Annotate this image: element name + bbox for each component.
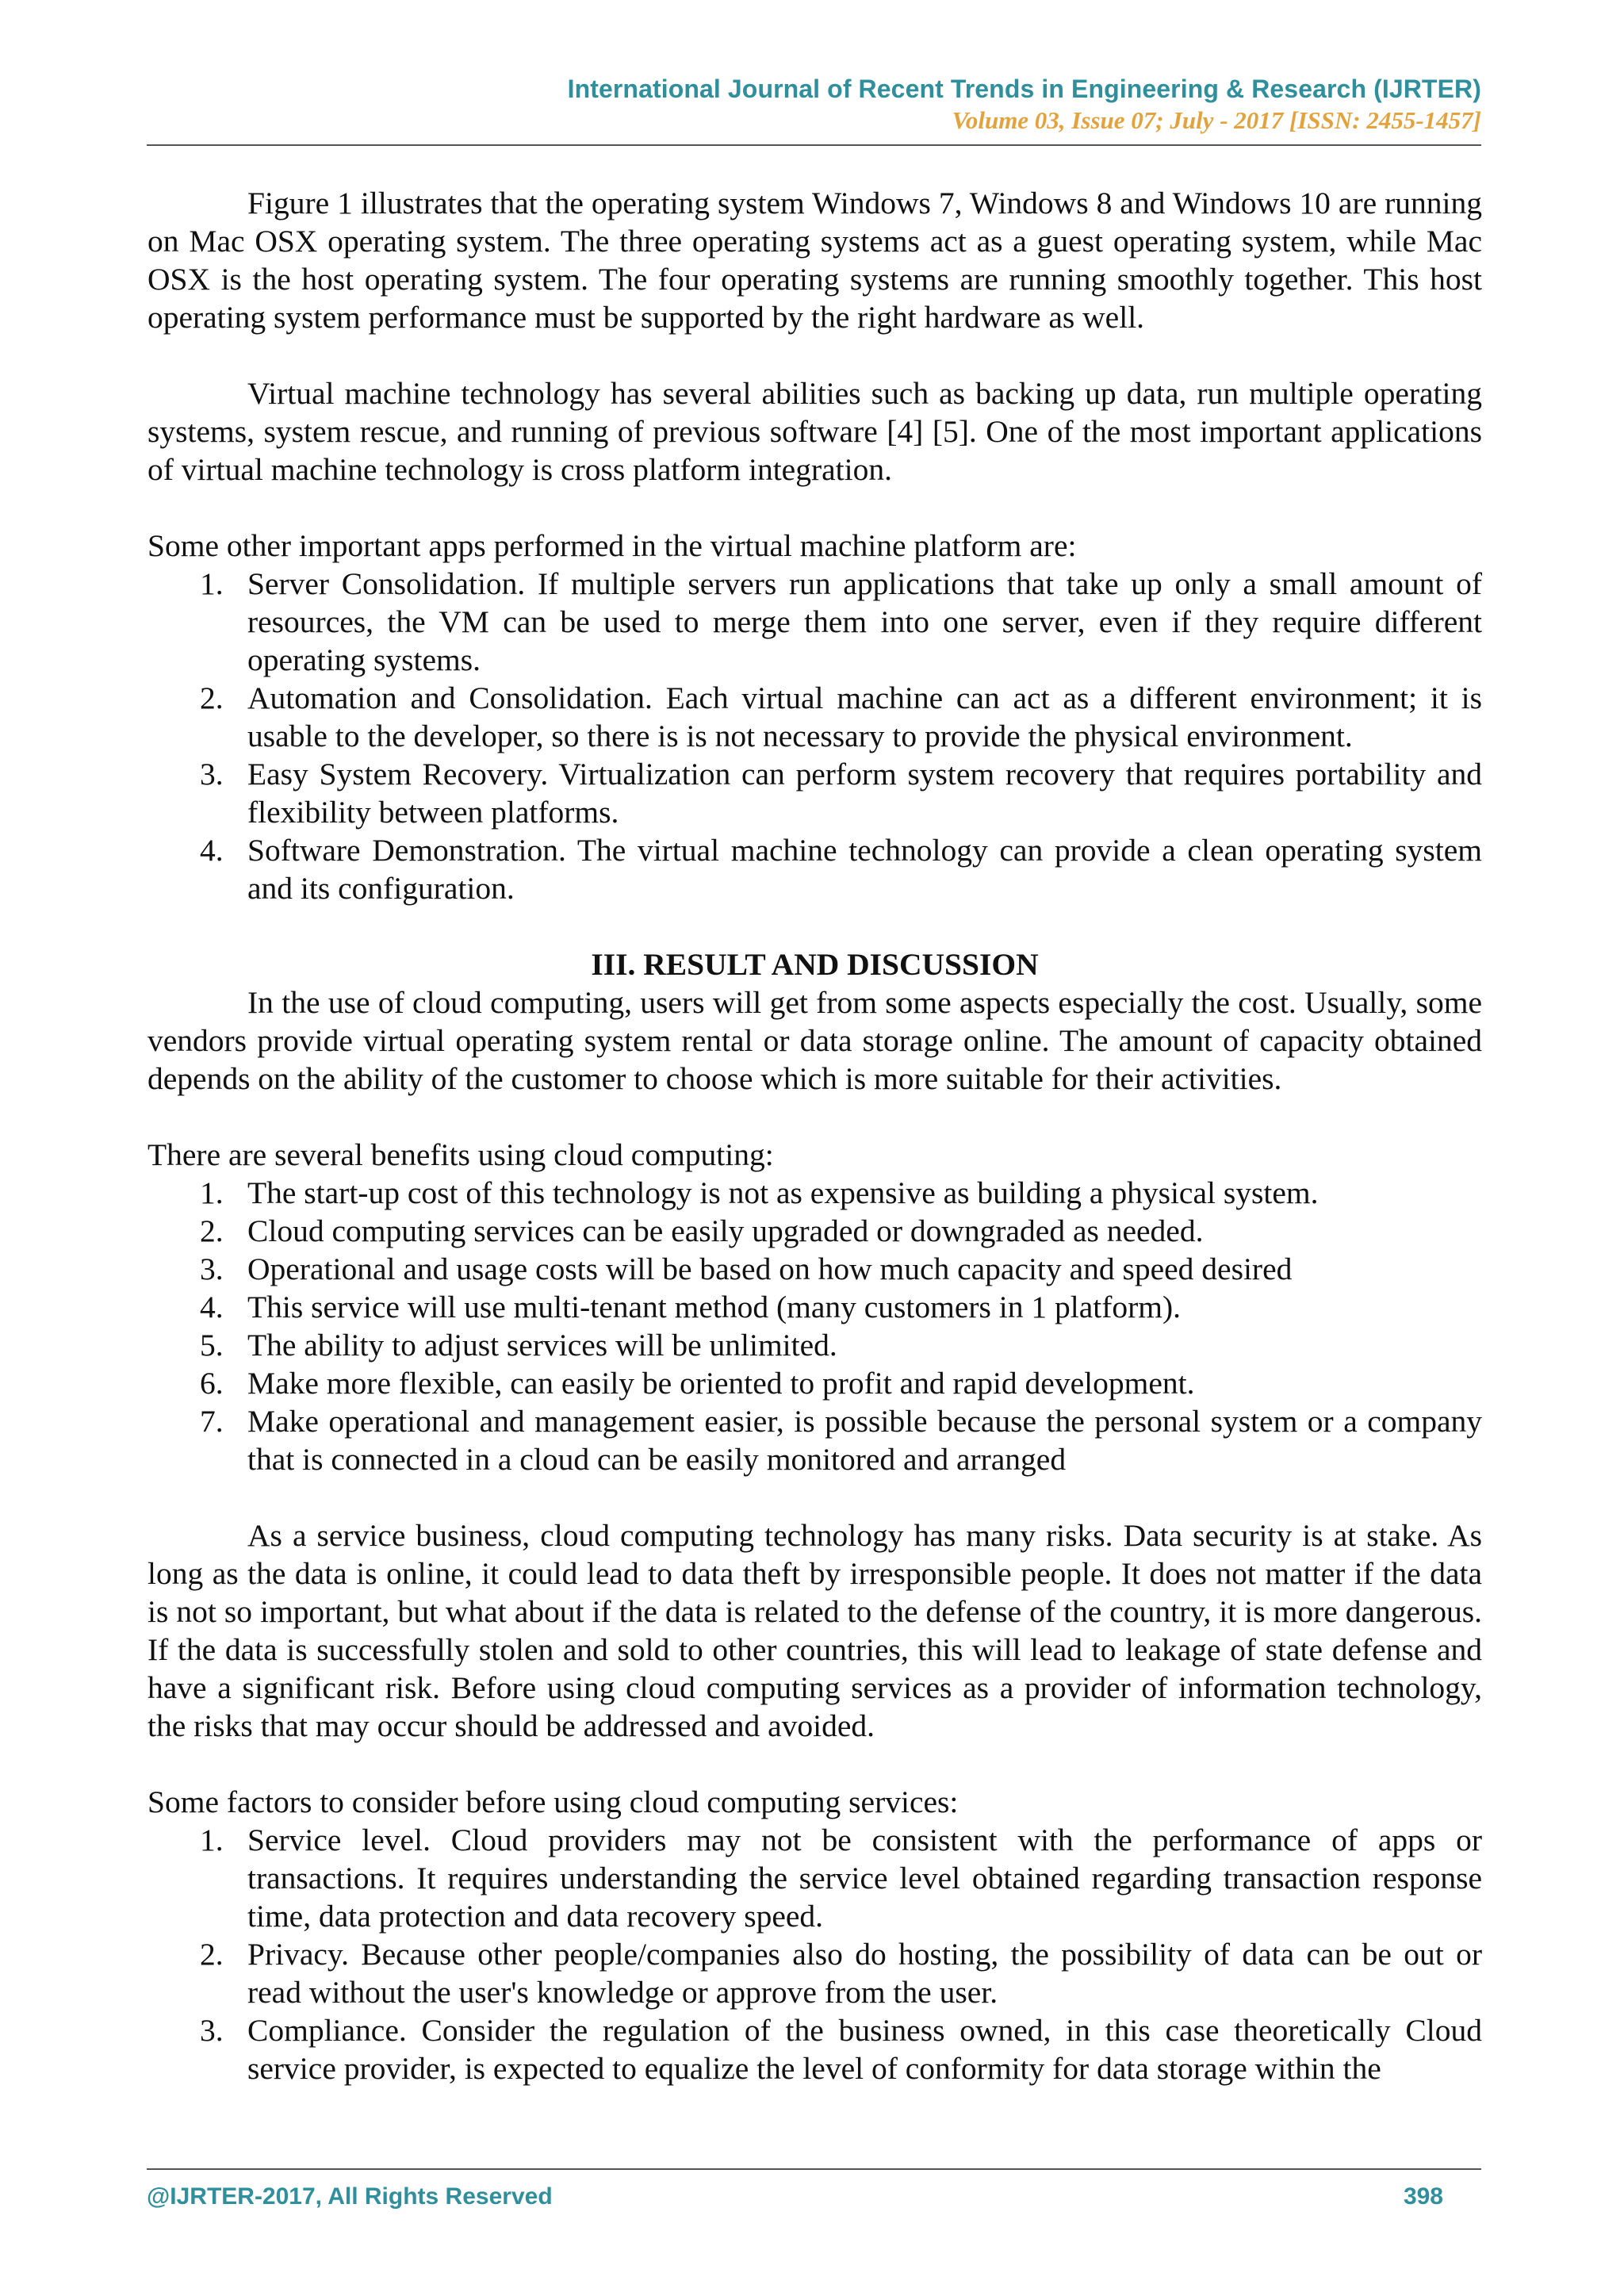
footer-copyright: @IJRTER-2017, All Rights Reserved [147, 2183, 553, 2210]
list-number: 4. [200, 833, 224, 868]
list-text: This service will use multi-tenant method (many customers in 1 platform). [247, 1290, 1182, 1324]
list-text: Service level. Cloud providers may not be consistent with the performance of apps or transactions. It requires understanding the service level obtained regarding transaction response time, data protection and data recovery speed. [247, 1823, 1482, 1934]
list-text: Operational and usage costs will be based on how much capacity and speed desired [247, 1251, 1293, 1286]
list-number: 1. [200, 566, 224, 601]
list-item [147, 1364, 1482, 1402]
page-number: 398 [1403, 2183, 1443, 2210]
journal-title: International Journal of Recent Trends in Engineering & Research (IJRTER) [567, 75, 1481, 103]
apps-list [147, 565, 1482, 907]
list-text: Software Demonstration. The virtual machine technology can provide a clean operating system and its configuration. [247, 833, 1482, 906]
list-number: 2. [200, 1937, 224, 1972]
list-item [147, 1174, 1482, 1212]
list-text: Compliance. Consider the regulation of the business owned, in this case theoretically Cloud service provider, is expected to equalize the level of conformity for data storage within the [247, 2013, 1482, 2086]
footer-divider [147, 2168, 1481, 2170]
list-number: 4. [200, 1290, 224, 1324]
list-item [147, 1402, 1482, 1478]
section-heading: III. RESULT AND DISCUSSION [591, 947, 1039, 982]
list-text: Server Consolidation. If multiple servers run applications that take up only a small amount of resources, the VM can be used to merge them into one server, even if they require different operating systems. [247, 566, 1482, 677]
list-text: The start-up cost of this technology is not as expensive as building a physical system. [247, 1175, 1319, 1210]
list-text: Make operational and management easier, is possible because the personal system or a company that is connected in a cloud can be easily monitored and arranged [247, 1404, 1482, 1477]
list-number: 5. [200, 1328, 224, 1363]
benefits-intro: There are several benefits using cloud computing: [147, 1137, 774, 1172]
factors-intro: Some factors to consider before using cloud computing services: [147, 1784, 959, 1819]
list-item [147, 755, 1482, 831]
list-text: Automation and Consolidation. Each virtual machine can act as a different environment; it is usable to the developer, so there is is not necessary to provide the physical environment. [247, 680, 1482, 753]
list-text: Privacy. Because other people/companies also do hosting, the possibility of data can be out or read without the user's knowledge or approve from the user. [247, 1937, 1482, 2010]
list-item [147, 679, 1482, 755]
apps-intro: Some other important apps performed in the virtual machine platform are: [147, 528, 1077, 563]
list-number: 1. [200, 1175, 224, 1210]
journal-volume-line: Volume 03, Issue 07; July - 2017 [ISSN: 2455-1457] [952, 106, 1481, 134]
list-item [147, 2011, 1482, 2087]
list-number: 3. [200, 757, 224, 792]
factors-list [147, 1821, 1482, 2087]
list-item [147, 1326, 1482, 1364]
list-number: 7. [200, 1404, 224, 1439]
paragraph-risks: As a service business, cloud computing technology has many risks. Data security is at stake. As long as the data is online, it could lead to data theft by irresponsible people. It does not matter if the data is not so important, but what about if the data is related to the defense of the country, it is more dangerous. If the data is successfully stolen and sold to other countries, this will lead to leakage of state defense and have a significant risk. Before using cloud computing services as a provider of information technology, the risks that may occur should be addressed and avoided. [147, 1518, 1482, 1743]
paragraph-cloud-usage: In the use of cloud computing, users will get from some aspects especially the cost. Usually, some vendors provide virtual operating system rental or data storage online. The amount of capacity obtained depends on the ability of the customer to choose which is more suitable for their activities. [147, 985, 1482, 1096]
list-number: 2. [200, 1213, 224, 1248]
list-number: 3. [200, 2013, 224, 2048]
list-number: 2. [200, 680, 224, 715]
list-text: The ability to adjust services will be unlimited. [247, 1328, 837, 1363]
paper-body [147, 184, 1482, 2087]
list-item [147, 1935, 1482, 2011]
list-number: 1. [200, 1823, 224, 1857]
journal-header [147, 73, 1481, 136]
header-divider [147, 144, 1481, 146]
list-text: Easy System Recovery. Virtualization can perform system recovery that requires portability and flexibility between platforms. [247, 757, 1482, 830]
list-item [147, 1288, 1482, 1326]
list-text: Cloud computing services can be easily upgraded or downgraded as needed. [247, 1213, 1204, 1248]
list-item [147, 1212, 1482, 1250]
list-text: Make more flexible, can easily be oriented to profit and rapid development. [247, 1366, 1195, 1401]
list-item [147, 1250, 1482, 1288]
benefits-list [147, 1174, 1482, 1478]
list-number: 6. [200, 1366, 224, 1401]
list-item [147, 831, 1482, 907]
paragraph-vm-abilities: Virtual machine technology has several abilities such as backing up data, run multiple operating systems, system rescue, and running of previous software [4] [5]. One of the most important applications of virtual machine technology is cross platform integration. [147, 376, 1482, 487]
list-number: 3. [200, 1251, 224, 1286]
list-item [147, 1821, 1482, 1935]
paragraph-figure-description: Figure 1 illustrates that the operating system Windows 7, Windows 8 and Windows 10 are running on Mac OSX operating system. The three operating systems act as a guest operating system, while Mac OSX is the host operating system. The four operating systems are running smoothly together. This host operating system performance must be supported by the right hardware as well. [147, 186, 1482, 335]
list-item [147, 565, 1482, 679]
